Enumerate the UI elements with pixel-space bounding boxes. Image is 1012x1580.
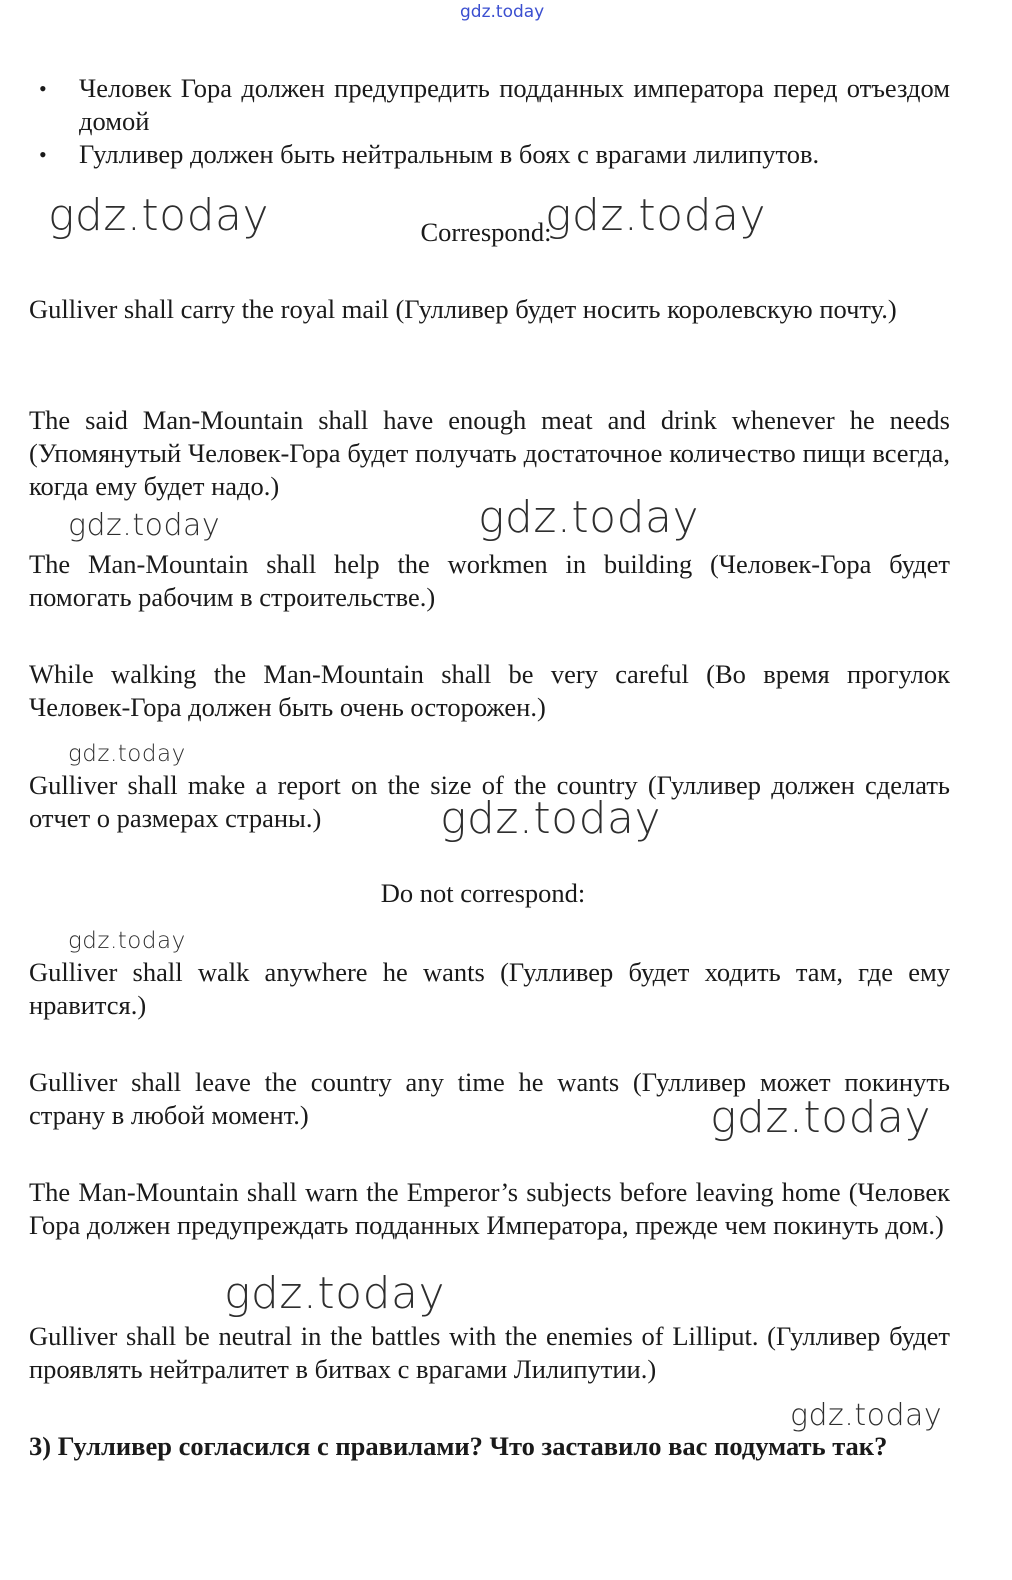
watermark: gdz.today bbox=[48, 190, 270, 241]
correspond-item-3: The Man-Mountain shall help the workmen in building (Человек-Гора будет помогать рабочим в строительстве.) bbox=[29, 549, 950, 612]
watermark: gdz.today bbox=[68, 741, 186, 767]
question-3: 3) Гулливер согласился с правилами? Что заставило вас подумать так? bbox=[29, 1431, 888, 1461]
not-correspond-item-1: Gulliver shall walk anywhere he wants (Гулливер будет ходить там, где ему нравится.) bbox=[29, 957, 950, 1020]
bullet-list bbox=[29, 72, 950, 171]
bullet-item-1 bbox=[29, 72, 950, 138]
watermark: gdz.today bbox=[790, 1398, 943, 1433]
watermark: gdz.today bbox=[478, 492, 700, 543]
watermark: gdz.today bbox=[224, 1268, 446, 1319]
bullet-dot-icon: • bbox=[39, 142, 47, 167]
correspond-item-5: Gulliver shall make a report on the size of the country (Гулливер должен сделать отчет о размерах страны.) bbox=[29, 770, 950, 833]
correspond-item-2: The said Man-Mountain shall have enough meat and drink whenever he needs (Упомянутый Человек-Гора будет получать достаточное количество пищи всегда, когда ему будет надо.) bbox=[29, 405, 950, 501]
watermark: gdz.today bbox=[545, 190, 767, 241]
bullet-text-1: Человек Гора должен предупредить подданных императора перед отъездом домой bbox=[79, 73, 950, 136]
not-correspond-item-3: The Man-Mountain shall warn the Emperor’s subjects before leaving home (Человек Гора должен предупреждать подданных Императора, прежде чем покинуть дом.) bbox=[29, 1177, 950, 1240]
correspond-item-4: While walking the Man-Mountain shall be very careful (Во время прогулок Человек-Гора должен быть очень осторожен.) bbox=[29, 659, 950, 722]
heading-correspond: Correspond: bbox=[420, 217, 552, 247]
bullet-item-2 bbox=[29, 138, 950, 171]
heading-not-correspond: Do not correspond: bbox=[380, 878, 586, 908]
watermark: gdz.today bbox=[440, 793, 662, 844]
not-correspond-item-4: Gulliver shall be neutral in the battles with the enemies of Lilliput. (Гулливер будет проявлять нейтралитет в битвах с врагами Лилипутии.) bbox=[29, 1321, 950, 1384]
not-correspond-item-2: Gulliver shall leave the country any time he wants (Гулливер может покинуть страну в любой момент.) bbox=[29, 1067, 950, 1130]
bullet-text-2: Гулливер должен быть нейтральным в боях с врагами лилипутов. bbox=[79, 139, 820, 169]
bullet-dot-icon: • bbox=[39, 76, 47, 101]
watermark: gdz.today bbox=[68, 928, 186, 954]
watermark: gdz.today bbox=[68, 508, 221, 543]
correspond-item-1: Gulliver shall carry the royal mail (Гулливер будет носить королевскую почту.) bbox=[29, 294, 897, 324]
watermark-top: gdz.today bbox=[460, 2, 545, 22]
watermark: gdz.today bbox=[710, 1092, 932, 1143]
